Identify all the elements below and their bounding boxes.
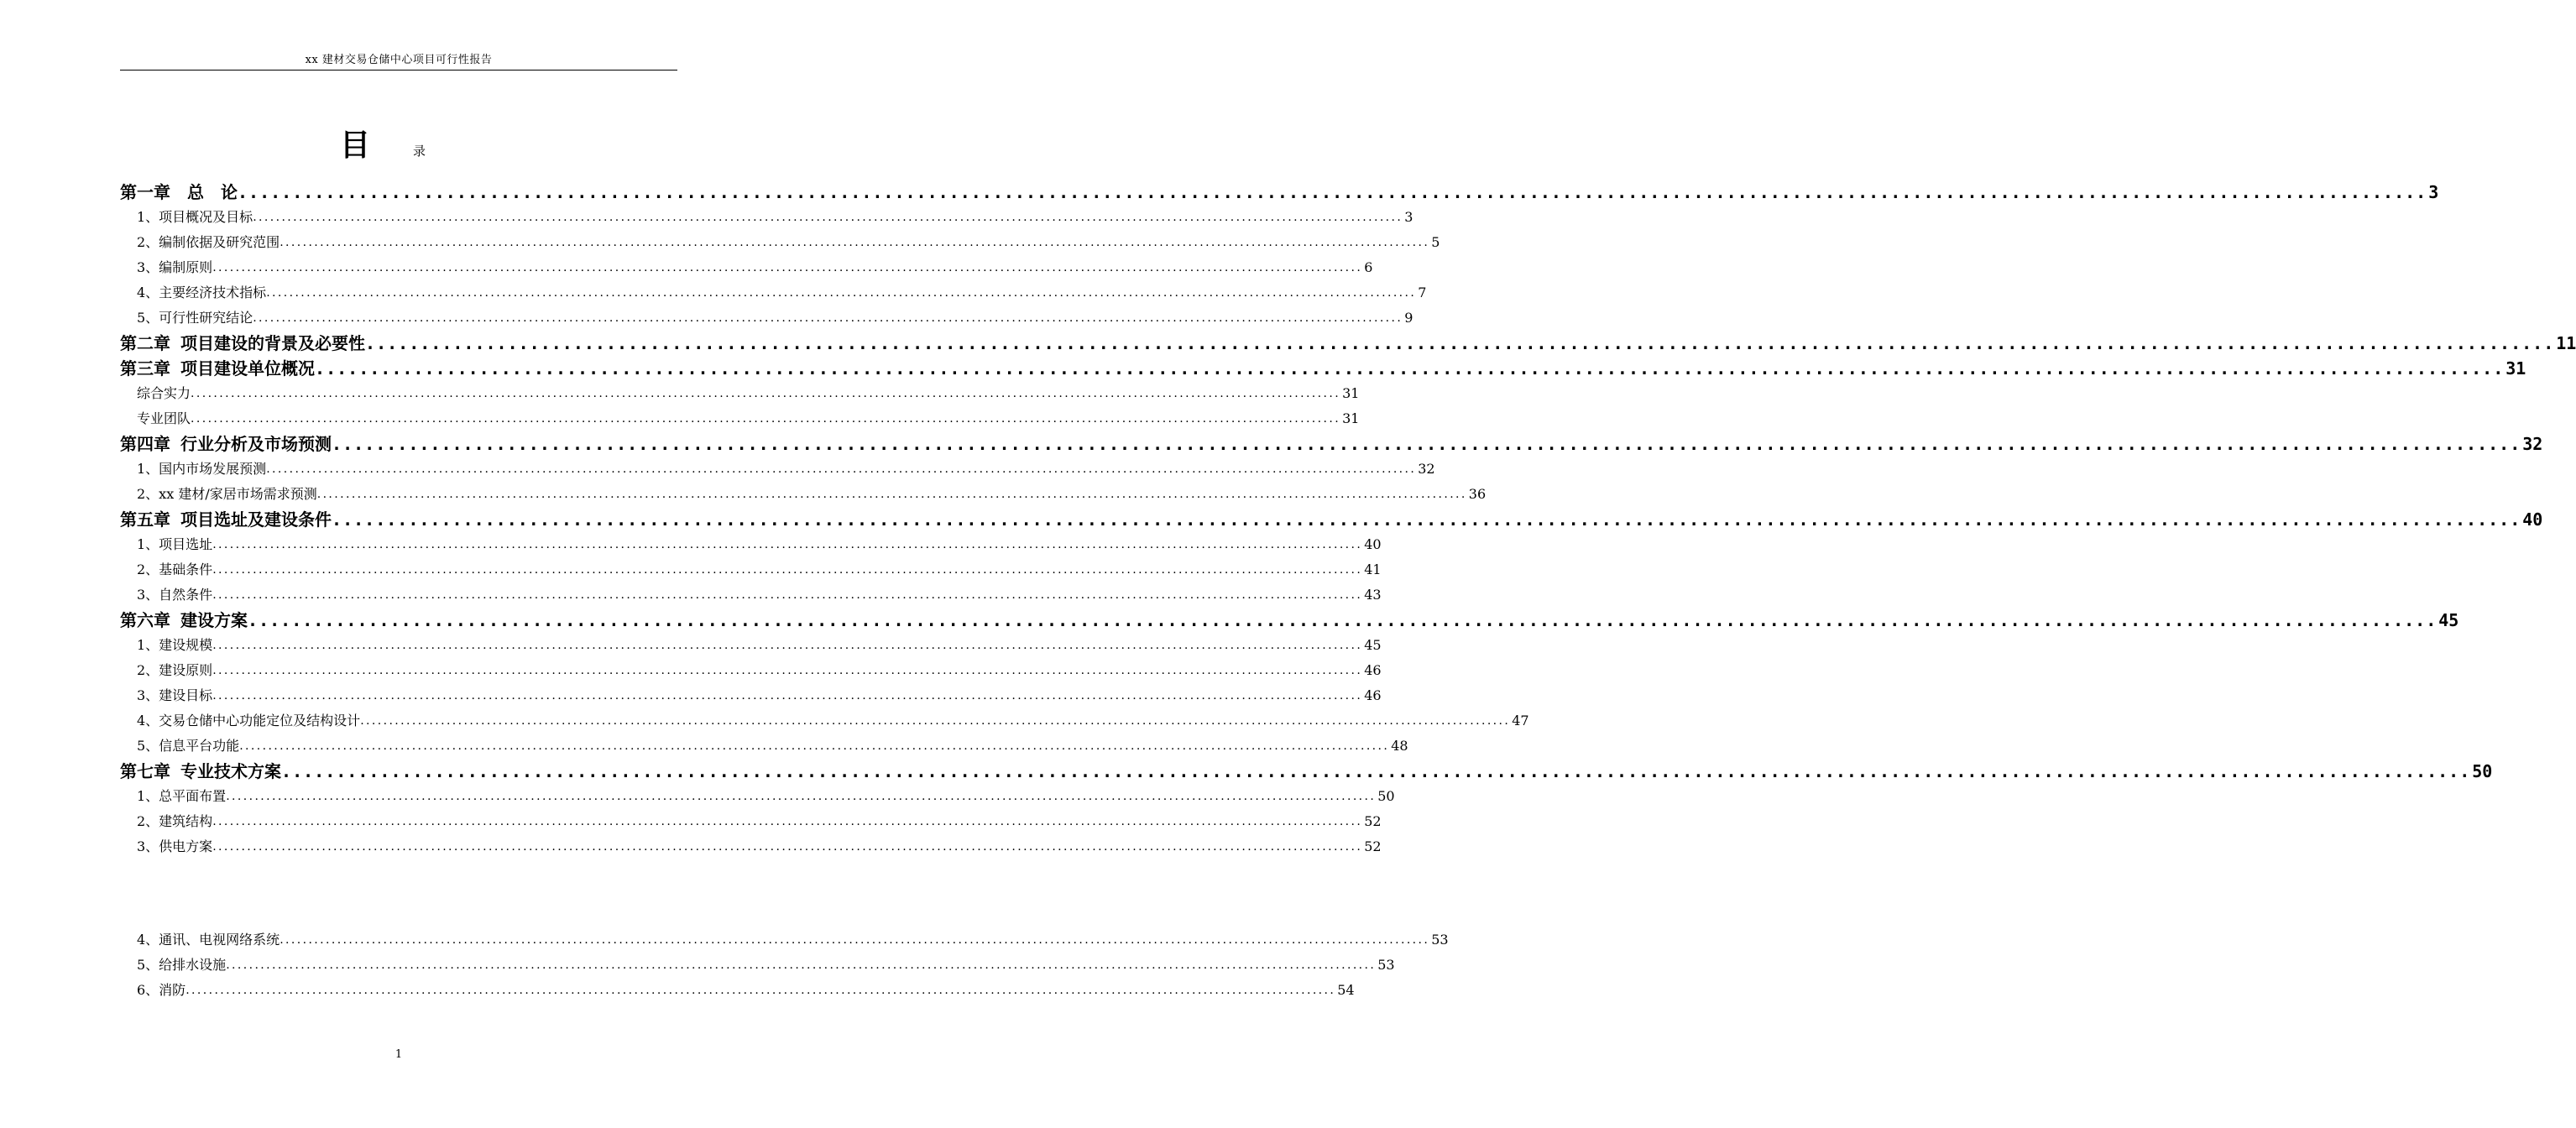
toc-section-entry[interactable]	[120, 834, 1382, 859]
toc-entry-label: 第一章 总 论	[120, 182, 238, 202]
toc-entry-label: 第五章 项目选址及建设条件	[120, 509, 332, 530]
toc-leader-dots: ........................................................................................................................................................................................................	[212, 664, 1363, 677]
toc-leader-dots: ........................................................................................................................................................................................................	[266, 462, 1417, 476]
toc-section-entry[interactable]	[120, 683, 1382, 708]
toc-leader-dots: ........................................................................................................................................................................................................	[212, 689, 1363, 702]
toc-entry-label: 2、建设原则	[137, 662, 213, 678]
toc-entry-page: 52	[1364, 813, 1382, 829]
toc-entry-label: 1、项目概况及目标	[137, 209, 253, 225]
toc-entry-label: 4、通讯、电视网络系统	[137, 932, 280, 948]
toc-chapter-entry[interactable]	[120, 331, 2576, 356]
toc-leader-dots: ........................................................................................................................................................................................................	[212, 538, 1363, 551]
toc-leader-dots: ........................................................................................................................................................................................................	[226, 790, 1377, 803]
toc-entry-page: 46	[1364, 687, 1382, 703]
toc-entry-page: 50	[1377, 788, 1395, 804]
toc-section-entry[interactable]	[120, 784, 1395, 809]
toc-leader-dots: ........................................................................................................................................................................................................	[316, 488, 1467, 501]
toc-entry-label: 第六章 建设方案	[120, 610, 248, 630]
toc-entry-page: 46	[1364, 662, 1382, 678]
toc-leader-dots: ........................................................................................................................................................................................................	[365, 333, 2555, 353]
toc-entry-page: 9	[1404, 310, 1413, 326]
toc-leader-dots: ........................................................................................................................................................................................................	[212, 840, 1363, 854]
toc-section-entry[interactable]	[120, 708, 1529, 734]
toc-entry-label: 2、xx 建材/家居市场需求预测	[137, 486, 317, 502]
toc-entry-page: 31	[2505, 358, 2526, 379]
toc-section-entry[interactable]	[120, 457, 1435, 482]
toc-section-entry[interactable]	[120, 532, 1382, 557]
toc-chapter-entry[interactable]	[120, 608, 2459, 633]
toc-entry-label: 3、自然条件	[137, 587, 213, 603]
toc-entry-page: 45	[2438, 610, 2459, 630]
toc-entry-page: 52	[1364, 838, 1382, 854]
toc-leader-dots: ........................................................................................................................................................................................................	[315, 358, 2505, 379]
toc-entry-label: 3、供电方案	[137, 838, 213, 854]
toc-entry-label: 4、主要经济技术指标	[137, 285, 267, 300]
toc-leader-dots: ........................................................................................................................................................................................................	[360, 714, 1511, 728]
toc-entry-label: 6、消防	[137, 982, 186, 998]
toc-entry-label: 第二章 项目建设的背景及必要性	[120, 333, 366, 353]
toc-entry-label: 2、基础条件	[137, 561, 213, 577]
toc-entry-page: 40	[2522, 509, 2543, 530]
toc-entry-page: 5	[1431, 234, 1440, 250]
toc-entry-page: 47	[1512, 713, 1529, 728]
toc-entry-label: 5、给排水设施	[137, 957, 227, 973]
toc-entry-page: 48	[1391, 738, 1408, 754]
toc-list	[120, 180, 2576, 859]
toc-entry-label: 3、编制原则	[137, 259, 213, 275]
toc-entry-page: 31	[1342, 385, 1360, 401]
toc-leader-dots: ........................................................................................................................................................................................................	[212, 563, 1363, 577]
toc-entry-page: 45	[1364, 637, 1382, 653]
toc-leader-dots: ........................................................................................................................................................................................................	[248, 610, 2438, 630]
toc-leader-dots: ........................................................................................................................................................................................................	[238, 182, 2427, 202]
toc-leader-dots: ........................................................................................................................................................................................................	[280, 933, 1430, 947]
toc-leader-dots: ........................................................................................................................................................................................................	[212, 261, 1363, 274]
toc-section-entry[interactable]	[120, 255, 1373, 280]
toc-chapter-entry[interactable]	[120, 431, 2543, 457]
toc-title	[120, 126, 677, 168]
toc-chapter-entry[interactable]	[120, 507, 2543, 532]
toc-chapter-entry[interactable]	[120, 356, 2526, 381]
toc-entry-page: 53	[1377, 957, 1395, 973]
toc-entry-label: 5、可行性研究结论	[137, 310, 253, 326]
toc-entry-label: 5、信息平台功能	[137, 738, 240, 754]
toc-leader-dots: ........................................................................................................................................................................................................	[266, 286, 1417, 300]
toc-section-entry[interactable]	[120, 658, 1382, 683]
toc-section-entry[interactable]	[120, 953, 1395, 978]
toc-section-entry[interactable]	[120, 205, 1413, 230]
running-header: xx 建材交易仓储中心项目可行性报告	[305, 54, 493, 66]
toc-leader-dots: ........................................................................................................................................................................................................	[185, 984, 1336, 997]
toc-leader-dots: ........................................................................................................................................................................................................	[191, 387, 1341, 400]
toc-entry-label: 2、建筑结构	[137, 813, 213, 829]
toc-entry-page: 41	[1364, 561, 1382, 577]
toc-entry-label: 3、建设目标	[137, 687, 213, 703]
toc-entry-label: 1、建设规模	[137, 637, 213, 653]
toc-entry-page: 40	[1364, 536, 1382, 552]
toc-entry-label: 1、总平面布置	[137, 788, 227, 804]
toc-entry-label: 4、交易仓储中心功能定位及结构设计	[137, 713, 361, 728]
toc-entry-label: 1、项目选址	[137, 536, 213, 552]
toc-entry-page: 32	[2522, 434, 2543, 454]
toc-entry-label: 第三章 项目建设单位概况	[120, 358, 316, 379]
toc-section-entry[interactable]	[120, 978, 1355, 1003]
toc-section-entry[interactable]	[120, 406, 1360, 431]
toc-entry-page: 43	[1364, 587, 1382, 603]
toc-section-entry[interactable]	[120, 809, 1382, 834]
toc-leader-dots: ........................................................................................................................................................................................................	[239, 739, 1390, 753]
toc-leader-dots: ........................................................................................................................................................................................................	[212, 588, 1363, 602]
toc-entry-page: 7	[1418, 285, 1427, 300]
toc-entry-page: 50	[2472, 761, 2493, 781]
toc-section-entry[interactable]	[120, 381, 1360, 406]
toc-entry-label: 综合实力	[137, 385, 191, 401]
toc-section-entry[interactable]	[120, 482, 1487, 507]
toc-chapter-entry[interactable]	[120, 759, 2493, 784]
toc-entry-page: 53	[1431, 932, 1449, 948]
toc-leader-dots: ........................................................................................................................................................................................................	[191, 412, 1341, 426]
toc-entry-page: 54	[1337, 982, 1355, 998]
toc-leader-dots: ........................................................................................................................................................................................................	[212, 815, 1363, 828]
toc-entry-page: 32	[1418, 461, 1435, 477]
toc-list-continued	[120, 927, 1449, 1003]
toc-title-char-1: 目	[340, 128, 371, 163]
toc-section-entry[interactable]	[120, 633, 1382, 658]
toc-leader-dots: ........................................................................................................................................................................................................	[332, 434, 2521, 454]
toc-entry-page: 11	[2556, 333, 2576, 353]
toc-section-entry[interactable]	[120, 557, 1382, 582]
toc-entry-label: 专业团队	[137, 410, 191, 426]
toc-entry-label: 2、编制依据及研究范围	[137, 234, 280, 250]
toc-chapter-entry[interactable]	[120, 180, 2439, 205]
page-number: 1	[394, 1048, 403, 1061]
toc-section-entry[interactable]	[120, 306, 1413, 331]
toc-leader-dots: ........................................................................................................................................................................................................	[332, 509, 2521, 530]
toc-title-char-2: 录	[413, 144, 426, 159]
toc-leader-dots: ........................................................................................................................................................................................................	[253, 311, 1403, 325]
toc-section-entry[interactable]	[120, 582, 1382, 608]
toc-entry-label: 1、国内市场发展预测	[137, 461, 267, 477]
toc-entry-page: 6	[1364, 259, 1373, 275]
toc-leader-dots: ........................................................................................................................................................................................................	[212, 639, 1363, 652]
toc-leader-dots: ........................................................................................................................................................................................................	[281, 761, 2471, 781]
toc-entry-label: 第四章 行业分析及市场预测	[120, 434, 332, 454]
toc-section-entry[interactable]	[120, 927, 1449, 953]
toc-entry-page: 36	[1468, 486, 1487, 502]
toc-leader-dots: ........................................................................................................................................................................................................	[280, 236, 1430, 249]
toc-entry-page: 3	[2428, 182, 2439, 202]
toc-section-entry[interactable]	[120, 280, 1427, 306]
toc-leader-dots: ........................................................................................................................................................................................................	[226, 958, 1377, 972]
toc-section-entry[interactable]	[120, 734, 1408, 759]
toc-section-entry[interactable]	[120, 230, 1440, 255]
toc-entry-label: 第七章 专业技术方案	[120, 761, 282, 781]
toc-leader-dots: ........................................................................................................................................................................................................	[253, 211, 1403, 224]
toc-entry-page: 3	[1404, 209, 1413, 225]
toc-entry-page: 31	[1342, 410, 1360, 426]
